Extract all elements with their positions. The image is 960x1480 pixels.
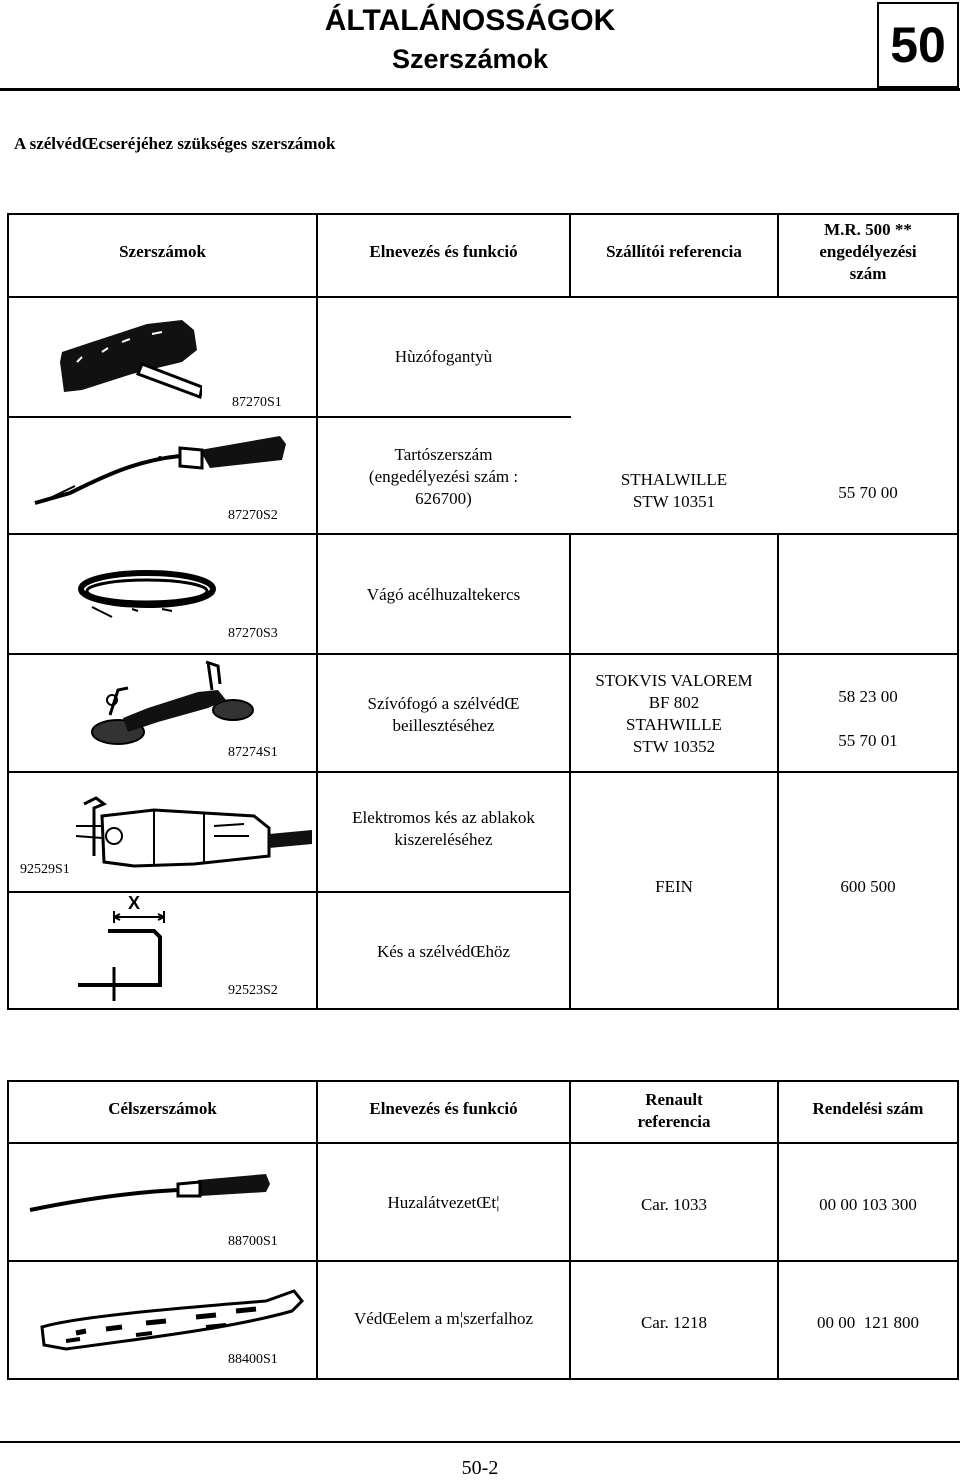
wire-coil-icon — [72, 565, 222, 635]
row4-name-line: Szívófogó a szélvédŒ — [367, 694, 520, 713]
row1-name: Hùzófogantyù — [394, 347, 493, 366]
row1-code: 87270S1 — [232, 395, 282, 410]
row5-supplier: FEIN — [655, 877, 693, 896]
intro-heading: A szélvédŒcseréjéhez szükséges szerszámok — [14, 134, 336, 153]
table-border — [7, 1080, 959, 1082]
row6-code: 92523S2 — [228, 983, 278, 998]
table-border — [957, 213, 959, 1010]
row4-approval-1: 58 23 00 — [838, 687, 898, 706]
row2-code: 87270S2 — [228, 508, 278, 523]
ref-header-line: referencia — [637, 1112, 711, 1131]
table-rule — [7, 533, 959, 535]
col-header-order: Rendelési szám — [812, 1099, 924, 1118]
table-border — [957, 1080, 959, 1380]
row4-supplier-line: STOKVIS VALOREM — [595, 671, 753, 690]
chapter-number: 50 — [877, 2, 959, 88]
col-header-name: Elnevezés és funkció — [369, 242, 518, 261]
row4-supplier-line: BF 802 — [648, 693, 700, 712]
row2-supplier — [571, 469, 777, 513]
row5-name-line: Elektromos kés az ablakok — [352, 808, 535, 827]
row4-supplier — [571, 670, 777, 758]
dimension-label: X — [128, 893, 141, 913]
row2-approval: 55 70 00 — [838, 483, 898, 502]
pull-handle-icon — [52, 312, 202, 402]
approval-header-line: szám — [849, 264, 887, 283]
table-border — [7, 1378, 959, 1380]
row4-name-line: beillesztéséhez — [392, 716, 495, 735]
row5-code: 92529S1 — [20, 862, 70, 877]
col-header-tools: Szerszámok — [119, 242, 206, 261]
col-header-approval — [779, 219, 957, 285]
table-rule — [7, 653, 571, 655]
dashboard-protector-icon — [36, 1287, 304, 1353]
row2-name-line: 626700) — [415, 489, 472, 508]
rowA-order: 00 00 103 300 — [819, 1195, 917, 1214]
holding-tool-icon — [30, 428, 290, 508]
col-header-name-2: Elnevezés és funkció — [369, 1099, 518, 1118]
col-header-special-tools: Célszerszámok — [108, 1099, 217, 1118]
ref-header-line: Renault — [645, 1090, 703, 1109]
row2-name — [318, 444, 569, 510]
rowA-ref: Car. 1033 — [640, 1195, 708, 1214]
col-header-supplier: Szállítói referencia — [606, 242, 742, 261]
row4-approval-2: 55 70 01 — [838, 731, 898, 750]
page-number: 50-2 — [461, 1457, 499, 1479]
table-border — [7, 1080, 9, 1380]
table-border — [7, 1008, 959, 1010]
col-header-renault-ref — [571, 1089, 777, 1133]
row5-name-line: kiszereléséhez — [394, 830, 493, 849]
row5-approval: 600 500 — [840, 877, 896, 896]
row4-supplier-line: STW 10352 — [632, 737, 716, 756]
table-rule — [7, 296, 959, 298]
table-rule — [316, 1080, 318, 1378]
rowA-name: HuzalátvezetŒt¦ — [387, 1193, 500, 1212]
row5-name — [318, 807, 569, 851]
header-divider — [0, 88, 960, 91]
row2-supplier-line: STW 10351 — [632, 492, 716, 511]
electric-knife-icon — [74, 796, 314, 880]
footer-rule — [0, 1441, 960, 1443]
table-rule — [569, 653, 959, 655]
row2-name-line: (engedélyezési szám : — [368, 467, 519, 486]
table-rule — [7, 771, 959, 773]
approval-header-line: engedélyezési — [819, 242, 917, 261]
row3-code: 87270S3 — [228, 626, 278, 641]
row2-name-line: Tartószerszám — [394, 445, 493, 464]
section-subtitle: Szerszámok — [391, 44, 549, 74]
table-rule — [7, 416, 571, 418]
approval-header-line: M.R. 500 ** — [824, 220, 912, 239]
rowA-code: 88700S1 — [228, 1234, 278, 1249]
wire-guide-icon — [28, 1166, 273, 1216]
row4-supplier-line: STAHWILLE — [626, 715, 722, 734]
table-border — [7, 213, 959, 215]
row6-name: Kés a szélvédŒhöz — [376, 942, 511, 961]
suction-gripper-icon — [88, 660, 258, 756]
rowB-ref: Car. 1218 — [640, 1313, 708, 1332]
table-rule — [316, 296, 318, 1008]
rowB-order: 00 00 121 800 — [817, 1313, 919, 1332]
rowB-name: VédŒelem a m¦szerfalhoz — [354, 1309, 533, 1328]
table-rule — [7, 1260, 959, 1262]
row4-name — [318, 693, 569, 737]
section-title: ÁLTALÁNOSSÁGOK — [324, 4, 616, 37]
table-rule — [7, 1142, 959, 1144]
rowB-code: 88400S1 — [228, 1352, 278, 1367]
row3-name: Vágó acélhuzaltekercs — [366, 585, 521, 604]
row4-code: 87274S1 — [228, 745, 278, 760]
row2-supplier-line: STHALWILLE — [620, 470, 728, 489]
